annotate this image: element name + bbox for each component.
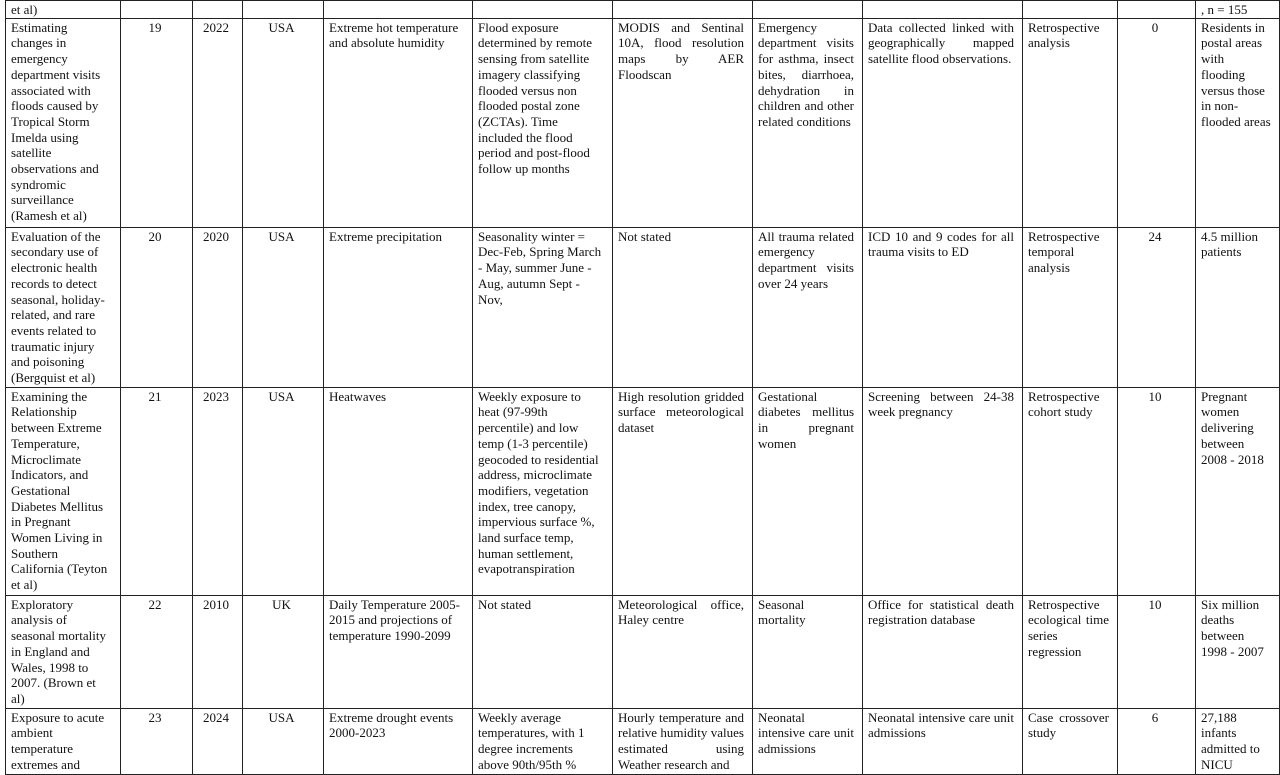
score-cell: 6 xyxy=(1118,708,1196,774)
table-row xyxy=(6,227,1280,387)
data-source-cell: High resolution gridded surface meteorological dataset xyxy=(613,387,753,595)
outcome-data-cell: Screening between 24-38 week pregnancy xyxy=(863,387,1023,595)
measurement-cell xyxy=(473,1,613,19)
population-cell: , n = 155 xyxy=(1196,1,1280,19)
score-cell: 10 xyxy=(1118,595,1196,708)
score-cell: 24 xyxy=(1118,227,1196,387)
study-title-cell: et al) xyxy=(6,1,121,19)
data-source-cell: MODIS and Sentinal 10A, flood resolution maps by AER Floodscan xyxy=(613,18,753,227)
exposure-cell xyxy=(324,1,473,19)
country-cell: USA xyxy=(243,18,324,227)
study-number-cell: 20 xyxy=(121,227,193,387)
population-cell: Residents in postal areas with flooding versus those in non-flooded areas xyxy=(1196,18,1280,227)
outcome-data-cell: Neonatal intensive care unit admissions xyxy=(863,708,1023,774)
study-title-cell: Exploratory analysis of seasonal mortality in England and Wales, 1998 to 2007. (Brown et al) xyxy=(6,595,121,708)
exposure-cell: Extreme drought events 2000-2023 xyxy=(324,708,473,774)
study-number-cell: 21 xyxy=(121,387,193,595)
outcome-cell: Emergency department visits for asthma, insect bites, diarrhoea, dehydration in children and other related conditions xyxy=(753,18,863,227)
study-number-cell xyxy=(121,1,193,19)
table-row xyxy=(6,1,1280,19)
exposure-cell: Daily Temperature 2005-2015 and projections of temperature 1990-2099 xyxy=(324,595,473,708)
study-design-cell: Retrospective analysis xyxy=(1023,18,1118,227)
population-cell: 4.5 million patients xyxy=(1196,227,1280,387)
study-design-cell xyxy=(1023,1,1118,19)
country-cell: USA xyxy=(243,708,324,774)
data-source-cell: Not stated xyxy=(613,227,753,387)
table-row xyxy=(6,18,1280,227)
population-cell: 27,188 infants admitted to NICU xyxy=(1196,708,1280,774)
outcome-data-cell xyxy=(863,1,1023,19)
year-cell: 2023 xyxy=(193,387,243,595)
measurement-cell: Not stated xyxy=(473,595,613,708)
table-row xyxy=(6,387,1280,595)
study-number-cell: 22 xyxy=(121,595,193,708)
outcome-data-cell: ICD 10 and 9 codes for all trauma visits to ED xyxy=(863,227,1023,387)
exposure-cell: Heatwaves xyxy=(324,387,473,595)
study-title-cell: Examining the Relationship between Extreme Temperature, Microclimate Indicators, and Gestational Diabetes Mellitus in Pregnant Women Living in Southern California (Teyton et al) xyxy=(6,387,121,595)
outcome-data-cell: Data collected linked with geographically mapped satellite flood observations. xyxy=(863,18,1023,227)
country-cell: USA xyxy=(243,227,324,387)
table-body xyxy=(6,1,1280,775)
year-cell: 2010 xyxy=(193,595,243,708)
outcome-cell: Gestational diabetes mellitus in pregnant women xyxy=(753,387,863,595)
year-cell: 2020 xyxy=(193,227,243,387)
table-row xyxy=(6,595,1280,708)
population-cell: Pregnant women delivering between 2008 - 2018 xyxy=(1196,387,1280,595)
measurement-cell: Seasonality winter = Dec-Feb, Spring March - May, summer June - Aug, autumn Sept - Nov, xyxy=(473,227,613,387)
table-row xyxy=(6,708,1280,774)
study-title-cell: Exposure to acute ambient temperature extremes and xyxy=(6,708,121,774)
score-cell: 0 xyxy=(1118,18,1196,227)
measurement-cell: Flood exposure determined by remote sensing from satellite imagery classifying flooded versus non flooded postal zone (ZCTAs). Time included the flood period and post-flood follow up months xyxy=(473,18,613,227)
study-design-cell: Retrospective cohort study xyxy=(1023,387,1118,595)
outcome-cell: Seasonal mortality xyxy=(753,595,863,708)
measurement-cell: Weekly exposure to heat (97-99th percentile) and low temp (1-3 percentile) geocoded to residential address, microclimate modifiers, vegetation index, tree canopy, impervious surface %, land surface temp, human settlement, evapotranspiration xyxy=(473,387,613,595)
country-cell xyxy=(243,1,324,19)
year-cell: 2024 xyxy=(193,708,243,774)
population-cell: Six million deaths between 1998 - 2007 xyxy=(1196,595,1280,708)
country-cell: UK xyxy=(243,595,324,708)
evidence-table xyxy=(5,0,1280,775)
outcome-data-cell: Office for statistical death registration database xyxy=(863,595,1023,708)
data-source-cell xyxy=(613,1,753,19)
exposure-cell: Extreme precipitation xyxy=(324,227,473,387)
outcome-cell: Neonatal intensive care unit admissions xyxy=(753,708,863,774)
year-cell xyxy=(193,1,243,19)
data-source-cell: Meteorological office, Haley centre xyxy=(613,595,753,708)
study-design-cell: Retrospective temporal analysis xyxy=(1023,227,1118,387)
study-design-cell: Retrospective ecological time series regression xyxy=(1023,595,1118,708)
score-cell xyxy=(1118,1,1196,19)
study-title-cell: Evaluation of the secondary use of electronic health records to detect seasonal, holiday-related, and rare events related to traumatic injury and poisoning (Bergquist et al) xyxy=(6,227,121,387)
study-number-cell: 23 xyxy=(121,708,193,774)
outcome-cell xyxy=(753,1,863,19)
study-number-cell: 19 xyxy=(121,18,193,227)
study-design-cell: Case crossover study xyxy=(1023,708,1118,774)
country-cell: USA xyxy=(243,387,324,595)
outcome-cell: All trauma related emergency department visits over 24 years xyxy=(753,227,863,387)
exposure-cell: Extreme hot temperature and absolute humidity xyxy=(324,18,473,227)
year-cell: 2022 xyxy=(193,18,243,227)
study-title-cell: Estimating changes in emergency department visits associated with floods caused by Tropical Storm Imelda using satellite observations and syndromic surveillance (Ramesh et al) xyxy=(6,18,121,227)
measurement-cell: Weekly average temperatures, with 1 degree increments above 90th/95th % xyxy=(473,708,613,774)
data-source-cell: Hourly temperature and relative humidity values estimated using Weather research and xyxy=(613,708,753,774)
score-cell: 10 xyxy=(1118,387,1196,595)
